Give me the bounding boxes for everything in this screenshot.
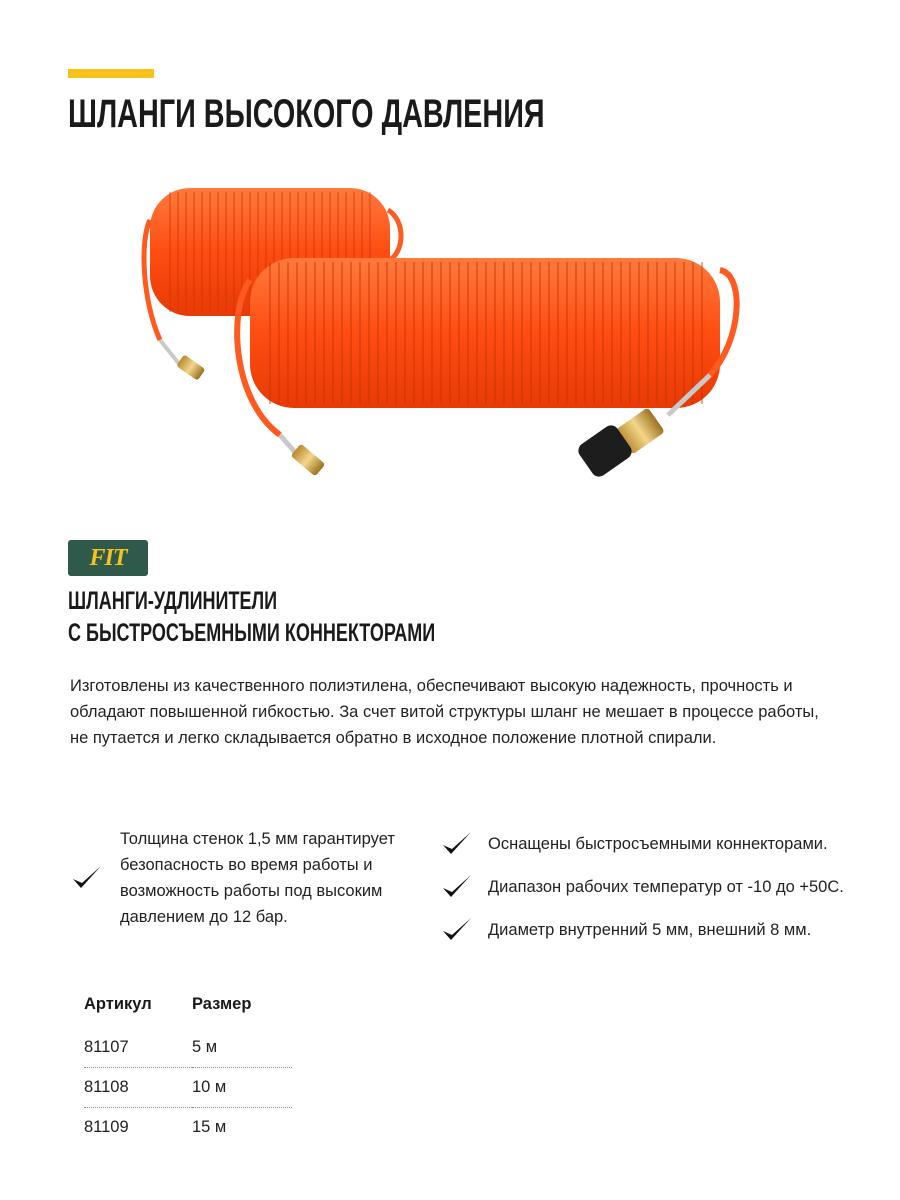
front-coil bbox=[237, 258, 736, 480]
spec-table bbox=[84, 995, 292, 1147]
feature-item-text: Диаметр внутренний 5 мм, внешний 8 мм. bbox=[488, 920, 812, 939]
header-size: Размер bbox=[192, 995, 252, 1013]
page-title: ШЛАНГИ ВЫСОКОГО ДАВЛЕНИЯ bbox=[68, 92, 545, 136]
checkmark-icon bbox=[440, 870, 474, 904]
feature-wall-thickness bbox=[70, 826, 410, 930]
feature-item bbox=[440, 824, 860, 864]
brand-logo-text: FIT bbox=[89, 544, 127, 571]
feature-item-text: Диапазон рабочих температур от -10 до +50С. bbox=[488, 877, 844, 896]
cell-size: 15 м bbox=[192, 1118, 227, 1136]
header-article: Артикул bbox=[84, 995, 152, 1013]
feature-item bbox=[440, 910, 860, 950]
table-header-row bbox=[84, 995, 292, 1028]
cell-size: 5 м bbox=[192, 1028, 292, 1068]
table-row bbox=[84, 1108, 292, 1148]
table-row bbox=[84, 1068, 292, 1108]
checkmark-icon bbox=[70, 861, 104, 895]
cell-article: 81107 bbox=[84, 1028, 192, 1068]
feature-item bbox=[440, 867, 860, 907]
cell-article: 81108 bbox=[84, 1068, 192, 1108]
subtitle-line-2: С БЫСТРОСЪЕМНЫМИ КОННЕКТОРАМИ bbox=[68, 619, 436, 647]
feature-list bbox=[440, 824, 860, 953]
subtitle-line-1: ШЛАНГИ-УДЛИНИТЕЛИ bbox=[68, 587, 278, 615]
checkmark-icon bbox=[440, 827, 474, 861]
cell-article: 81109 bbox=[84, 1118, 129, 1136]
coiled-hose-image bbox=[120, 180, 760, 500]
accent-bar bbox=[68, 69, 154, 78]
product-subtitle bbox=[68, 585, 435, 649]
cell-size: 10 м bbox=[192, 1068, 292, 1108]
table-row bbox=[84, 1028, 292, 1068]
brand-logo bbox=[68, 540, 148, 576]
feature-item-text: Оснащены быстросъемными коннекторами. bbox=[488, 834, 828, 853]
product-description: Изготовлены из качественного полиэтилена, обеспечивают высокую надежность, прочность и обладают повышенной гибкостью. За счет витой структуры шланг не мешает в процессе работы, не путается и легко складывается обратно в исходное положение плотной спирали. bbox=[70, 677, 819, 747]
hero-image bbox=[120, 180, 760, 500]
feature-left-text: Толщина стенок 1,5 мм гарантирует безопасность во время работы и возможность работы под высоким давлением до 12 бар. bbox=[120, 830, 395, 926]
checkmark-icon bbox=[440, 913, 474, 947]
